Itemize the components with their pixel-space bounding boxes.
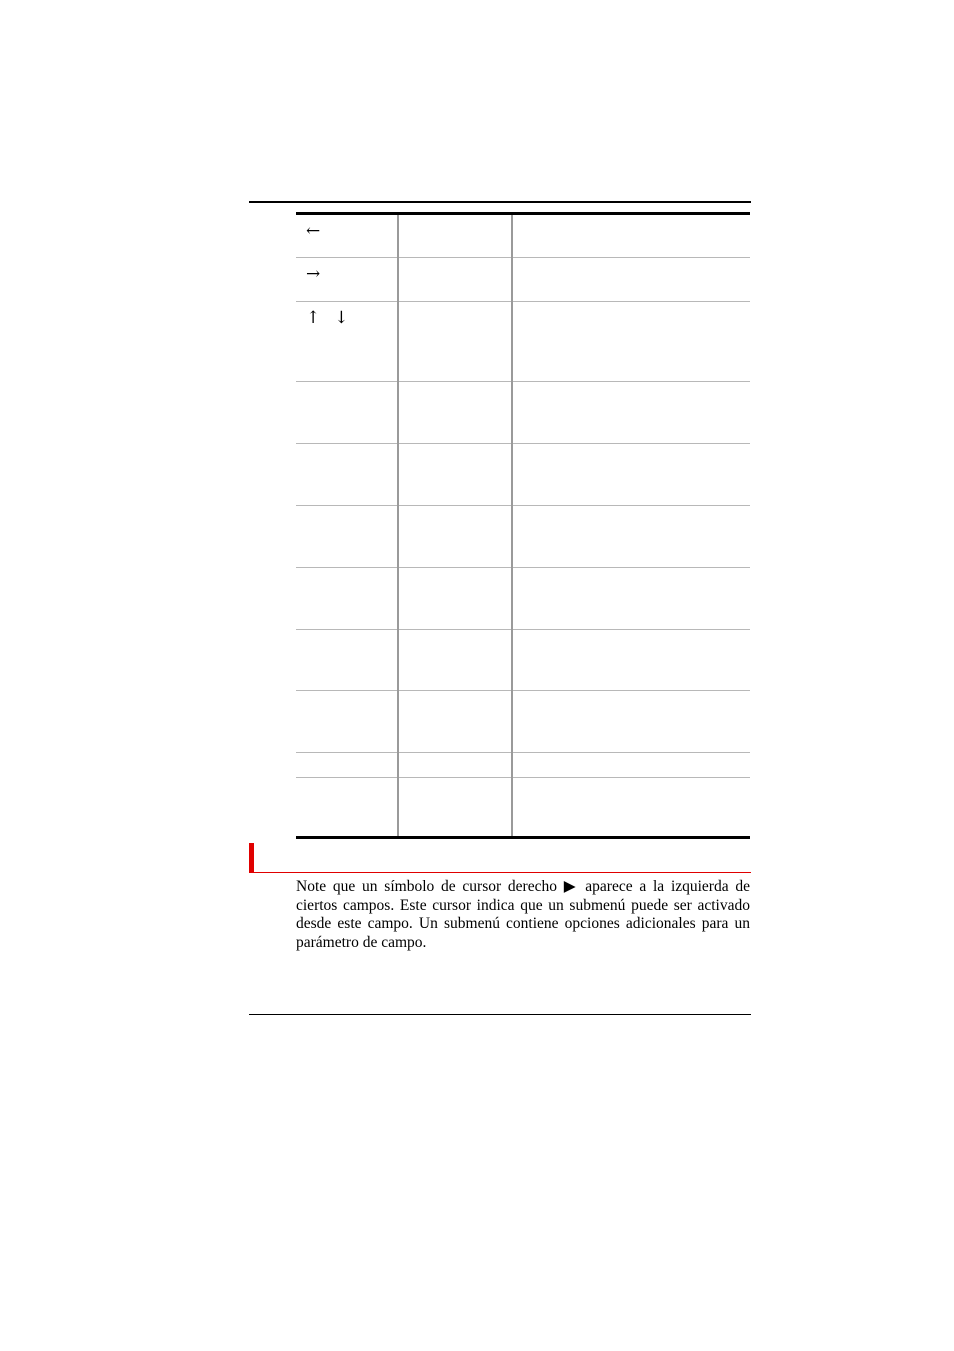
table-row bbox=[296, 630, 750, 691]
section-rule bbox=[249, 872, 751, 873]
section-marker-bar bbox=[249, 843, 254, 873]
left-arrow-icon: ← bbox=[306, 221, 321, 241]
table-row bbox=[296, 568, 750, 630]
table-row bbox=[296, 778, 750, 838]
up-arrow-icon: ↑ bbox=[306, 308, 321, 328]
header-rule bbox=[249, 201, 751, 203]
footer-rule bbox=[249, 1014, 751, 1015]
table-row bbox=[296, 302, 750, 382]
table-row bbox=[296, 444, 750, 506]
key-table bbox=[296, 212, 750, 839]
table-row bbox=[296, 506, 750, 568]
table-row bbox=[296, 258, 750, 302]
table-row bbox=[296, 382, 750, 444]
down-arrow-icon: ↓ bbox=[334, 308, 349, 328]
table-row bbox=[296, 691, 750, 753]
note-paragraph: Note que un símbolo de cursor derecho ▶ aparece a la izquierda de ciertos campos. Este cursor indica que un submenú puede ser activado desde este campo. Un submenú contiene opciones adicionales para un parámetro de campo. bbox=[296, 878, 750, 952]
table-row bbox=[296, 753, 750, 778]
table-row bbox=[296, 214, 750, 258]
right-arrow-icon: → bbox=[306, 264, 321, 284]
